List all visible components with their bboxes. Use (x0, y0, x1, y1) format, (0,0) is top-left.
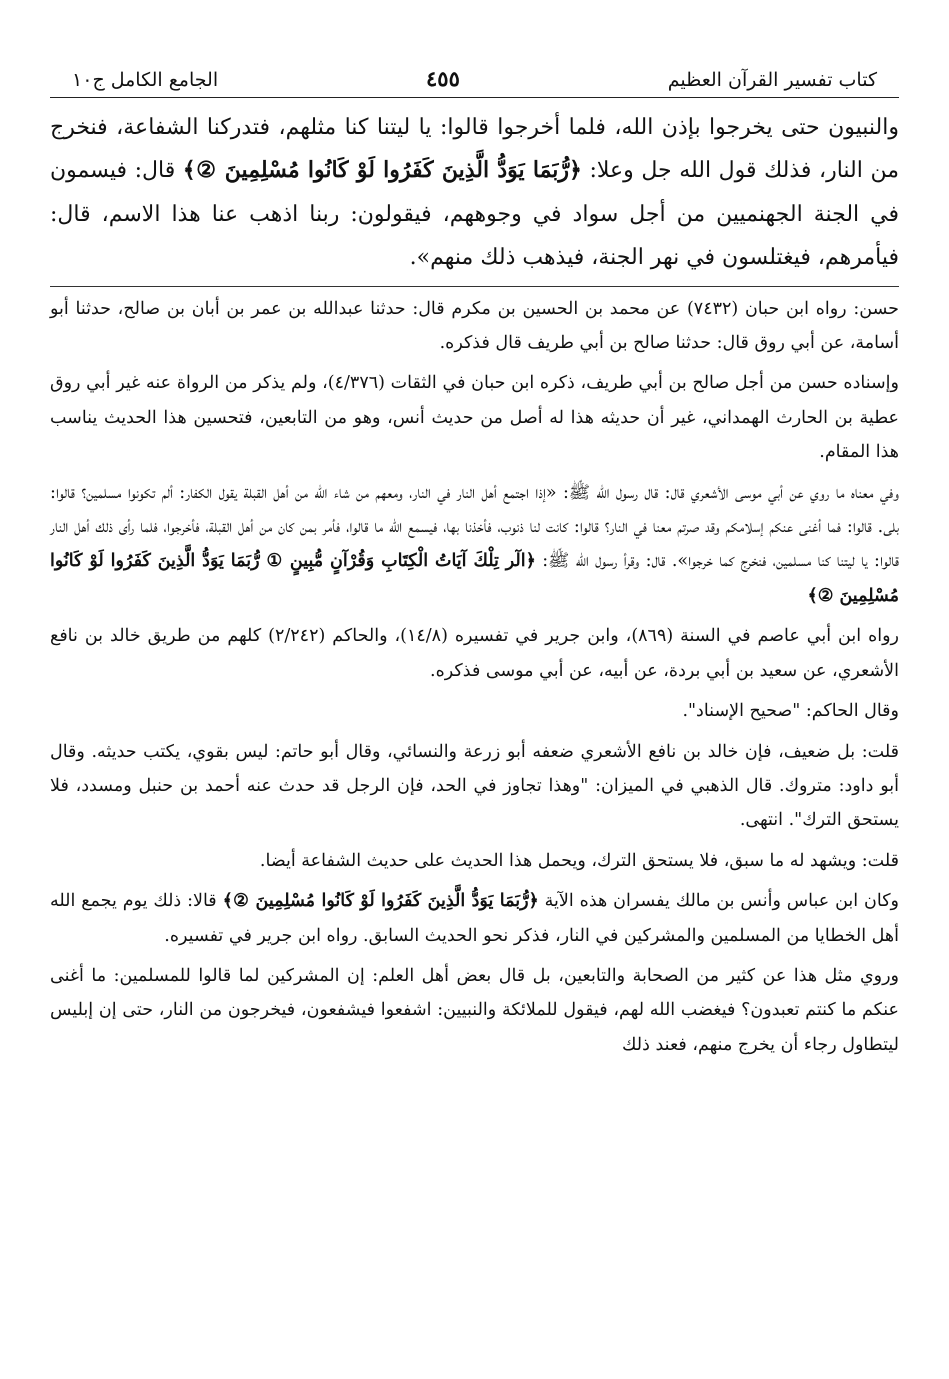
page-header (50, 52, 899, 98)
note-ibn-abbas-text: وكان ابن عباس وأنس بن مالك يفسران هذه الآية (544, 891, 899, 912)
quran-verse: ﴿رُّبَمَا يَوَدُّ الَّذِينَ كَفَرُوا لَوْ كَانُوا مُسْلِمِينَ ②﴾ (182, 157, 582, 184)
header-volume-title: الجامع الكامل ج١٠ (72, 69, 219, 91)
note-witness: قلت: ويشهد له ما سبق، فلا يستحق الترك، ويحمل هذا الحديث على حديث الشفاعة أيضا. (259, 850, 899, 871)
note-ibn-abbas-text2: قالا: ذلك يوم يجمع الله أهل الخطايا من المسلمين والمشركين في النار، فذكر نحو الحديث السابق. رواه ابن جرير في تفسيره. (50, 891, 899, 946)
commentary (50, 292, 899, 1063)
note-grading: حسن: رواه ابن حبان (٧٤٣٢) عن محمد بن الحسين بن مكرم قال: حدثنا عبدالله بن عمر بن أبان بن صالح، حدثنا أبو أسامة، عن أبي روق قال: حدثنا صالح بن أبي طريف قال فذكره. (50, 298, 899, 354)
main-text-part1: والنبيون حتى يخرجوا بإذن الله، فلما أخرجوا قالوا: يا ليتنا كنا مثلهم، فتدركنا الشفاعة، فنخرج من النار، فذلك قول الله جل وعلا: (50, 115, 899, 184)
main-text-part2: قال: فيسمون في الجنة الجهنميين من أجل سواد في وجوههم، فيقولون: ربنا اذهب عنا هذا الاسم، قال: فيأمرهم، فيغتلسون في نهر الجنة، فيذهب ذلك منهم». (50, 158, 899, 271)
main-paragraph (50, 98, 899, 280)
note-isnad: وإسناده حسن من أجل صالح بن أبي طريف، ذكره ابن حبان في الثقات (٤/٣٧٦)، ولم يذكر من الرواة عنه غير أبي روق عطية بن الحارث الهمداني، غير أن حديثه هذا له أصل من حديث أنس، وهو من التابعين، فتحسين هذا الحديث يناسب هذا المقام. (50, 373, 899, 463)
header-book-title: كتاب تفسير القرآن العظيم (667, 69, 877, 91)
note-hakim: وقال الحاكم: "صحيح الإسناد". (682, 701, 899, 722)
note-abu-musa (50, 476, 899, 614)
note-takhrij: رواه ابن أبي عاصم في السنة (٨٦٩)، وابن جرير في تفسيره (١٤/٨)، والحاكم (٢/٢٤٢) كلهم من طريق خالد بن نافع الأشعري، عن سعيد بن أبي بردة، عن أبيه، عن أبي موسى فذكره. (50, 626, 900, 681)
section-divider (50, 286, 899, 287)
note-ibn-abbas (50, 884, 899, 953)
page-number: ٤٥٥ (426, 66, 460, 91)
note-weakness: قلت: بل ضعيف، فإن خالد بن نافع الأشعري ضعفه أبو زرعة والنسائي، وقال أبو حاتم: ليس بقوي، يكتب حديثه. وقال أبو داود: متروك. قال الذهبي في الميزان: "وهذا تجاوز في الحد، فإن الرجل قد حدث عنه أحمد بن حنبل ومسدد، فلا يستحق الترك". انتهى. (50, 741, 899, 831)
quran-verse: ﴿رُّبَمَا يَوَدُّ الَّذِينَ كَفَرُوا لَوْ كَانُوا مُسْلِمِينَ ②﴾ (222, 891, 539, 912)
main-text (50, 98, 899, 280)
note-scholars: وروي مثل هذا عن كثير من الصحابة والتابعين، بل قال بعض أهل العلم: إن المشركين لما قالوا للمسلمين: ما أغنى عنكم ما كنتم تعبدون؟ فيغضب الله لهم، فيقول للملائكة والنبيين: اشفعوا فيشفعون، فيخرجون من النار، حتى إن إبليس ليتطاول رجاء أن يخرج منهم، فعند ذلك (50, 965, 899, 1055)
quran-verse: ﴿الٓر تِلْكَ آيَاتُ الْكِتَابِ وَقُرْآنٍ مُّبِينٍ ① رُّبَمَا يَوَدُّ الَّذِينَ كَفَرُوا لَوْ كَانُوا مُسْلِمِينَ ②﴾ (50, 551, 899, 606)
note-abu-musa-text: وفي معناه ما روي عن أبي موسى الأشعري قال: قال رسول الله ﷺ: «إذا اجتمع أهل النار في النار، ومعهم من شاء الله من أهل القبلة يقول الكفار: ألم تكونوا مسلمين؟ قالوا: بلى. قالوا: فما أغنى عنكم إسلامكم وقد صرتم معنا في النار؟ قالوا: كانت لنا ذنوب، فأخذنا بها، فيسمع الله ما قالوا، فأمر بمن كان من أهل القبلة، فأخرجوا، فلما رأى ذلك أهل النار قالوا: يا ليتنا كنا مسلمين، فنخرج كما خرجوا». قال: وقرأ رسول الله ﷺ: (50, 482, 899, 572)
